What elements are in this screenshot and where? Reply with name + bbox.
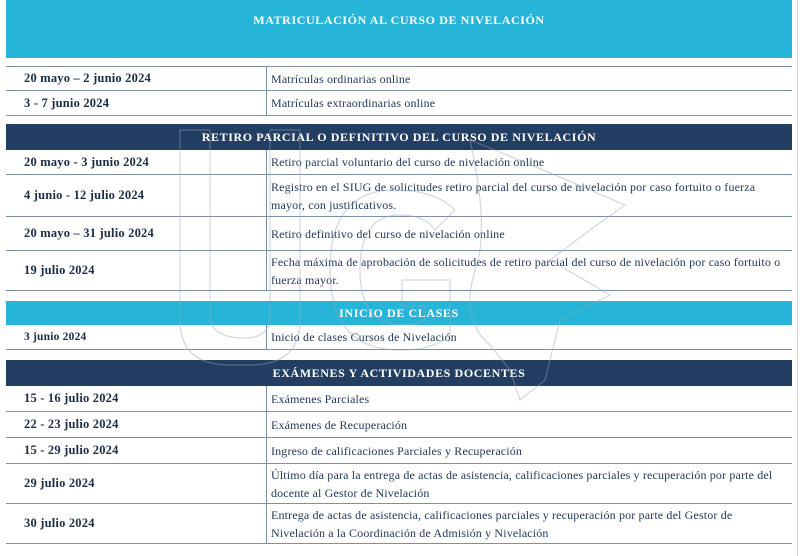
table-row: [6, 91, 792, 116]
row-date: 22 - 23 julio 2024: [6, 412, 267, 437]
row-date: 15 - 29 julio 2024: [6, 438, 267, 463]
row-description: Entrega de actas de asistencia, calificaciones parciales y recuperación por parte del Gestor de Nivelación a la Coordinación de Admisión y Nivelación: [271, 507, 733, 540]
row-date: 20 mayo – 2 junio 2024: [6, 67, 267, 90]
table-row: [6, 464, 792, 504]
table-row: [6, 386, 792, 412]
row-description: Matrículas ordinarias online: [271, 71, 411, 86]
section-header-matriculacion: MATRICULACIÓN AL CURSO DE NIVELACIÓN: [6, 0, 792, 58]
section-header-examenes: EXÁMENES Y ACTIVIDADES DOCENTES: [6, 360, 792, 386]
section-header-retiro: RETIRO PARCIAL O DEFINITIVO DEL CURSO DE NIVELACIÓN: [6, 124, 792, 150]
row-description: Retiro parcial voluntario del curso de nivelación online: [271, 155, 545, 169]
table-row: [6, 325, 792, 350]
table-row: [6, 504, 792, 544]
row-date: 3 - 7 junio 2024: [6, 91, 267, 115]
row-date: 30 julio 2024: [6, 504, 267, 543]
row-description: Ingreso de calificaciones Parciales y Recuperación: [271, 443, 523, 458]
calendar-table: [6, 0, 792, 544]
page-edge-line: [797, 0, 798, 556]
row-date: 20 mayo – 31 julio 2024: [6, 217, 267, 250]
row-date: 20 mayo - 3 junio 2024: [6, 150, 267, 174]
row-description: Último día para la entrega de actas de asistencia, calificaciones parciales y recuperación por parte del docente al Gestor de Nivelación: [271, 467, 773, 500]
table-row: [6, 217, 792, 251]
table-row: [6, 438, 792, 464]
row-description: Retiro definitivo del curso de nivelación online: [271, 226, 505, 241]
row-description: Fecha máxima de aprobación de solicitudes de retiro parcial del curso de nivelación por caso fortuito o fuerza mayor.: [271, 254, 781, 287]
table-row: [6, 175, 792, 217]
row-date: 3 junio 2024: [6, 325, 267, 349]
table-row: [6, 150, 792, 175]
row-date: 15 - 16 julio 2024: [6, 386, 267, 411]
section-header-inicio-clases: INICIO DE CLASES: [6, 301, 792, 325]
row-description: Inicio de clases Cursos de Nivelación: [271, 330, 457, 344]
table-row: [6, 66, 792, 91]
row-description: Exámenes Parciales: [271, 391, 370, 406]
row-date: 4 junio - 12 julio 2024: [6, 175, 267, 216]
row-description: Exámenes de Recuperación: [271, 417, 408, 432]
row-date: 19 julio 2024: [6, 251, 267, 290]
row-description: Matrículas extraordinarias online: [271, 96, 436, 110]
table-row: [6, 412, 792, 438]
row-date: 29 julio 2024: [6, 464, 267, 503]
table-row: [6, 251, 792, 291]
row-description: Registro en el SIUG de solicitudes retiro parcial del curso de nivelación por caso fortuito o fuerza mayor, con justificativos.: [271, 179, 756, 212]
